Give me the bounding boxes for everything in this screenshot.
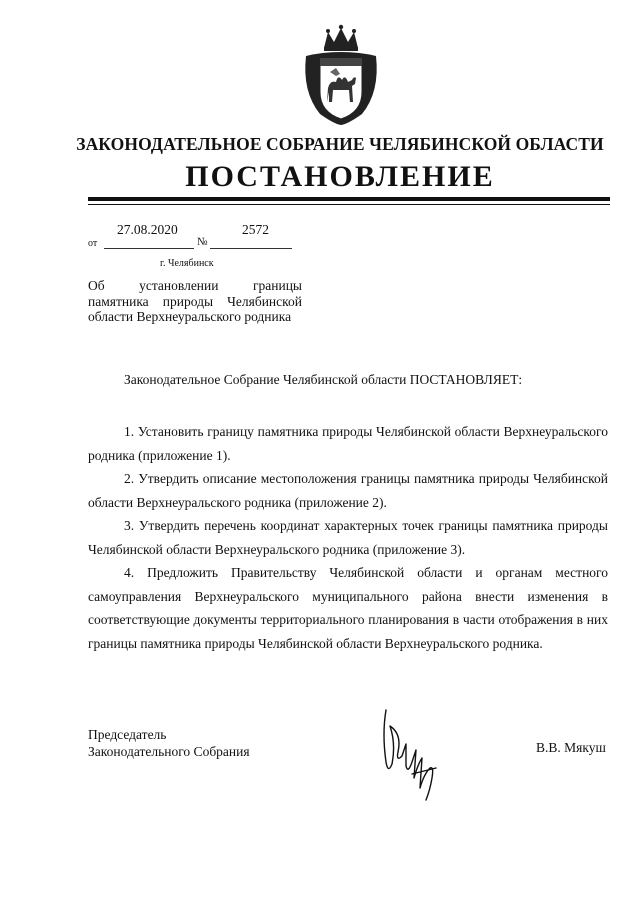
city-label: г. Челябинск [160, 258, 214, 269]
resolution-item: 1. Установить границу памятника природы Челябинской области Верхнеуральского родника (приложение 1). [88, 424, 608, 463]
document-subject: Об установлении границы памятника природы Челябинской области Верхнеуральского родника [88, 278, 302, 324]
preamble: Законодательное Собрание Челябинской области ПОСТАНОВЛЯЕТ: [124, 372, 523, 387]
number-underline [210, 248, 292, 249]
signatory-position-line: Председатель [88, 727, 167, 742]
coat-of-arms-icon [300, 22, 382, 126]
document-number: 2572 [242, 222, 269, 237]
resolution-item: 4. Предложить Правительству Челябинской области и органам местного самоуправления Верхнеуральского муниципального района внести изменения в соответствующие документы территориального планирования в части отображения в них границы памятника природы Челябинской области Верхнеуральского родника. [88, 565, 608, 651]
signatory-position-line: Законодательного Собрания [88, 744, 250, 759]
resolution-item: 2. Утвердить описание местоположения границы памятника природы Челябинской области Верхнеуральского родника (приложение 2). [88, 471, 608, 510]
header-rule-thick [88, 197, 610, 201]
document-date: 27.08.2020 [117, 222, 178, 237]
document-type-title: ПОСТАНОВЛЕНИЕ [185, 160, 495, 193]
signatory-name: В.В. Мякуш [536, 740, 606, 755]
number-label: № [197, 236, 208, 248]
date-label: от [88, 238, 98, 249]
resolution-items [88, 420, 608, 655]
signatory-position [88, 726, 250, 760]
header-rule-thin [88, 204, 610, 205]
organization-name: ЗАКОНОДАТЕЛЬНОЕ СОБРАНИЕ ЧЕЛЯБИНСКОЙ ОБЛАСТИ [76, 134, 604, 154]
date-underline [104, 248, 194, 249]
resolution-item: 3. Утвердить перечень координат характерных точек границы памятника природы Челябинской области Верхнеуральского родника (приложение 3). [88, 518, 608, 557]
handwritten-signature [372, 704, 452, 804]
